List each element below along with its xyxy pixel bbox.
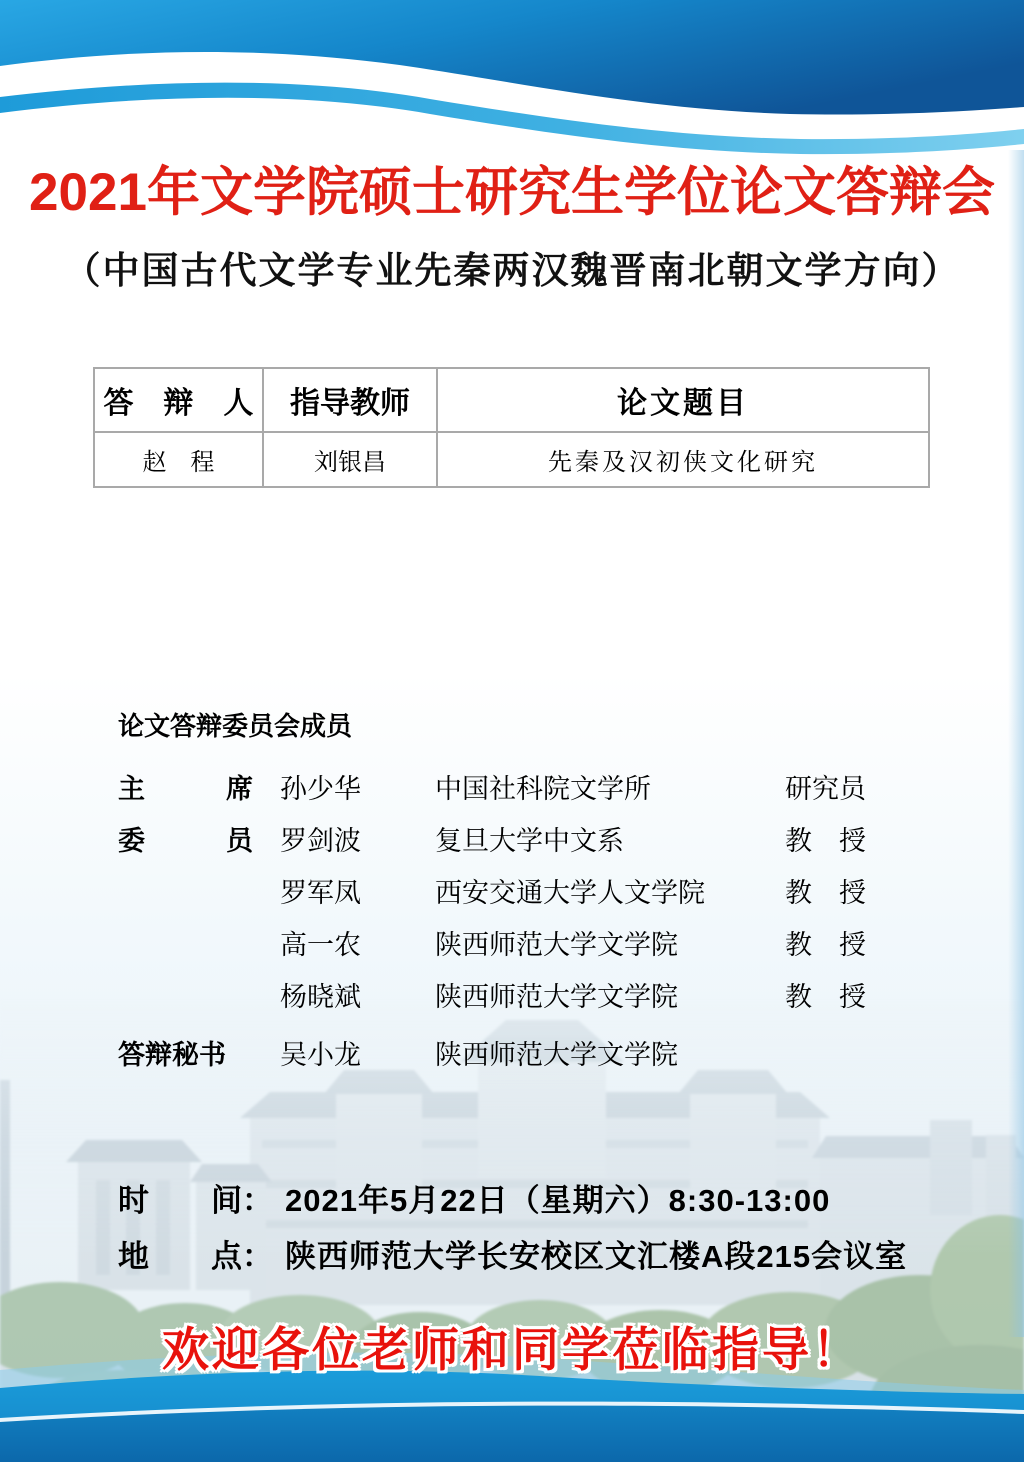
committee-name: 孙少华 — [280, 773, 361, 804]
committee-list — [0, 760, 1024, 1078]
committee-row-member — [0, 864, 1024, 916]
header-thesis-title: 论文题目 — [437, 368, 929, 432]
poster-title: 2021年文学院硕士研究生学位论文答辩会 — [29, 163, 995, 222]
poster-subtitle: （中国古代文学专业先秦两汉魏晋南北朝文学方向） — [63, 248, 961, 292]
committee-row-secretary — [0, 1026, 1024, 1078]
place-value: 陕西师范大学长安校区文汇楼A段215会议室 — [285, 1239, 908, 1274]
cell-thesis-title: 先秦及汉初侠文化研究 — [437, 432, 929, 487]
defense-table-header-row — [94, 368, 929, 432]
committee-title: 教 授 — [785, 825, 866, 856]
committee-title: 研究员 — [785, 773, 866, 804]
defense-table-row — [94, 432, 929, 487]
cell-advisor: 刘银昌 — [263, 432, 437, 487]
defense-table — [93, 367, 930, 488]
committee-org: 陕西师范大学文学院 — [435, 929, 678, 960]
committee-row-chair — [0, 760, 1024, 812]
committee-row-member — [0, 916, 1024, 968]
schedule-time-row — [0, 1170, 1024, 1225]
place-label: 地 点： — [118, 1239, 273, 1274]
committee-org: 中国社科院文学所 — [435, 773, 651, 804]
committee-org: 复旦大学中文系 — [435, 825, 624, 856]
committee-role: 委 员 — [118, 825, 253, 856]
committee-name: 罗剑波 — [280, 825, 361, 856]
welcome-message: 欢迎各位老师和同学莅临指导！ — [162, 1323, 862, 1376]
committee-name: 罗军凤 — [280, 877, 361, 908]
committee-name: 杨晓斌 — [280, 981, 361, 1012]
time-label: 时 间： — [118, 1183, 273, 1218]
committee-row-member — [0, 812, 1024, 864]
committee-name: 高一农 — [280, 929, 361, 960]
committee-name: 吴小龙 — [280, 1039, 361, 1070]
header-advisor: 指导教师 — [263, 368, 437, 432]
committee-role: 主 席 — [118, 773, 253, 804]
committee-org: 陕西师范大学文学院 — [435, 1039, 678, 1070]
committee-title: 教 授 — [785, 981, 866, 1012]
cell-candidate: 赵 程 — [94, 432, 263, 487]
committee-role: 答辩秘书 — [118, 1039, 226, 1070]
committee-org: 陕西师范大学文学院 — [435, 981, 678, 1012]
committee-title: 教 授 — [785, 877, 866, 908]
committee-heading: 论文答辩委员会成员 — [118, 711, 353, 741]
committee-org: 西安交通大学人文学院 — [435, 877, 705, 908]
header-candidate: 答 辩 人 — [94, 368, 263, 432]
time-value: 2021年5月22日（星期六）8:30-13:00 — [285, 1183, 831, 1218]
committee-row-member — [0, 968, 1024, 1020]
schedule-place-row — [0, 1226, 1024, 1281]
committee-title: 教 授 — [785, 929, 866, 960]
